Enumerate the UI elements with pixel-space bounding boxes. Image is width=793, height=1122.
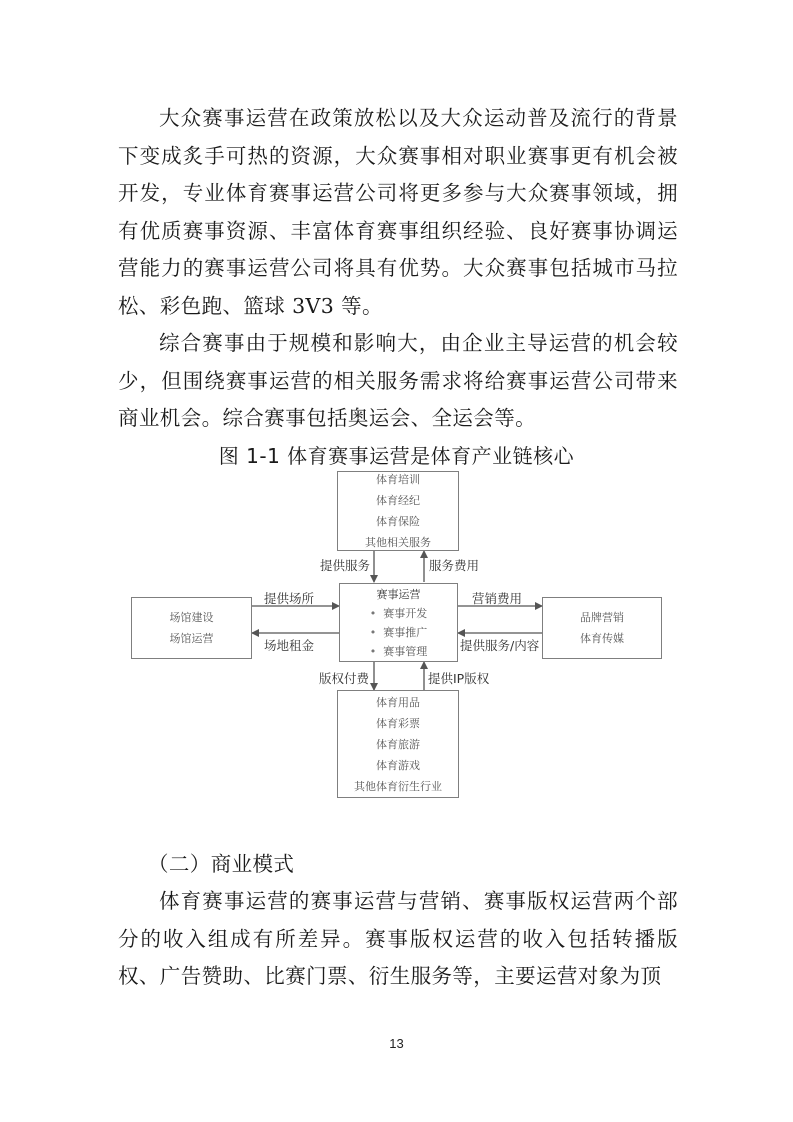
brand-media-box (542, 597, 662, 659)
event-operation-box (339, 583, 458, 662)
edge-label-provide-ip: 提供IP版权 (428, 671, 490, 686)
bottom-box-item: 体育旅游 (376, 737, 420, 751)
edge-label-provide-content: 提供服务/内容 (460, 638, 540, 653)
top-box-item: 体育经纪 (376, 494, 420, 507)
edge-label-copyright-fees: 版权付费 (319, 671, 370, 686)
edge-label-venue-rent: 场地租金 (264, 638, 315, 653)
related-services-box (337, 471, 459, 551)
edge-label-service-fees: 服务费用 (429, 558, 480, 573)
paragraph-mass-events: 大众赛事运营在政策放松以及大众运动普及流行的背景下变成炙手可热的资源，大众赛事相对职业赛事更有机会被开发，专业体育赛事运营公司将更多参与大众赛事领域，拥有优质赛事资源、丰富体育赛事组织经验、良好赛事协调运营能力的赛事运营公司将具有优势。大众赛事包括城市马拉松、彩色跑、篮球 3V3 等。 (118, 106, 678, 318)
venue-box (131, 597, 252, 659)
right-box-item: 体育传媒 (580, 632, 624, 645)
top-box-item: 其他相关服务 (365, 536, 431, 549)
bottom-box-item: 体育游戏 (376, 758, 420, 772)
paragraph-business-model: 体育赛事运营的赛事运营与营销、赛事版权运营两个部分的收入组成有所差异。赛事版权运营的收入包括转播版权、广告赞助、比赛门票、衍生服务等，主要运营对象为顶 (118, 889, 678, 988)
center-box-item: • 赛事管理 (370, 642, 428, 661)
left-box-item: 场馆运营 (169, 632, 214, 645)
edge-label-provide-venue: 提供场所 (264, 591, 315, 606)
top-box-item: 体育培训 (376, 473, 420, 486)
bottom-box-item: 体育彩票 (376, 716, 420, 730)
center-box-item: • 赛事开发 (370, 604, 428, 623)
right-box-item: 品牌营销 (580, 611, 624, 624)
bottom-box-item: 其他体育衍生行业 (354, 779, 442, 793)
center-box-item: • 赛事推广 (370, 623, 428, 642)
derivative-industries-box (337, 690, 459, 798)
left-box-item: 场馆建设 (169, 611, 214, 624)
center-box-title: 赛事运营 (376, 587, 421, 601)
page-number: 13 (389, 1036, 404, 1051)
section-heading-business-model: （二）商业模式 (148, 852, 295, 876)
bottom-box-item: 体育用品 (376, 695, 420, 709)
edge-label-provide-services: 提供服务 (320, 558, 371, 573)
edge-label-marketing-fees: 营销费用 (472, 591, 523, 606)
figure-caption: 图 1-1 体育赛事运营是体育产业链核心 (218, 444, 575, 468)
top-box-item: 体育保险 (376, 515, 420, 528)
paragraph-comprehensive-events: 综合赛事由于规模和影响大，由企业主导运营的机会较少，但围绕赛事运营的相关服务需求将给赛事运营公司带来商业机会。综合赛事包括奥运会、全运会等。 (118, 331, 678, 430)
